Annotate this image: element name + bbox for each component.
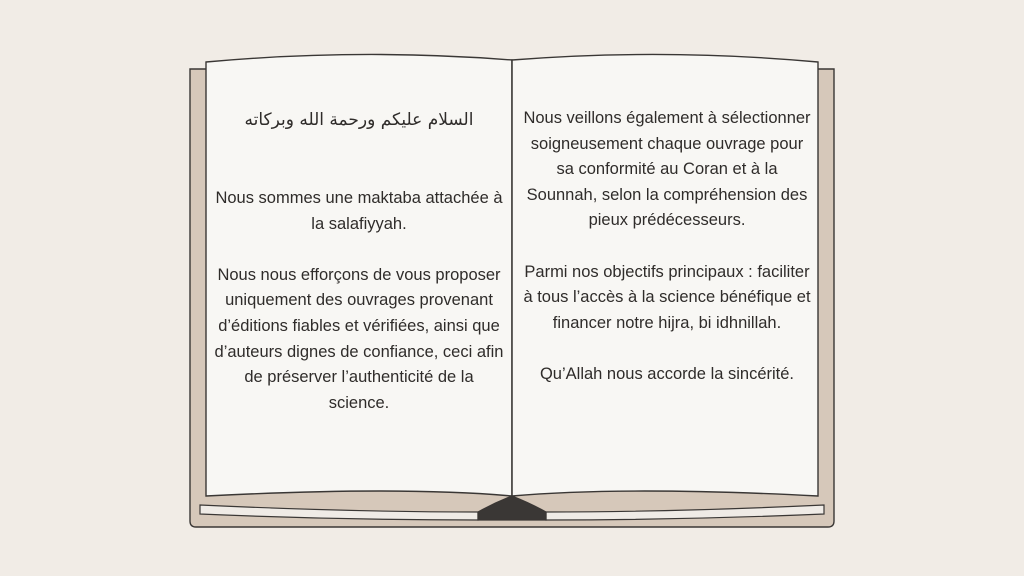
arabic-greeting: السلام عليكم ورحمة الله وبركاته xyxy=(244,110,474,130)
selection-paragraph: Nous veillons également à sélectionner soigneusement chaque ouvrage pour sa conformité au Coran et à la Sounnah, selon la compréhension des pieux prédécesseurs. xyxy=(523,109,811,230)
left-page-text xyxy=(214,106,504,416)
right-page-text xyxy=(522,106,812,388)
objectives-paragraph: Parmi nos objectifs principaux : faciliter à tous l’accès à la science bénéfique et financer notre hijra, bi idhnillah. xyxy=(523,262,811,332)
mission-paragraph: Nous nous efforçons de vous proposer uniquement des ouvrages provenant d’éditions fiables et vérifiées, ainsi que d’auteurs dignes de confiance, ceci afin de préserver l’authenticité de la science. xyxy=(214,265,504,412)
prayer-paragraph: Qu’Allah nous accorde la sincérité. xyxy=(539,364,795,383)
intro-paragraph: Nous sommes une maktaba attachée à la salafiyyah. xyxy=(215,189,503,233)
